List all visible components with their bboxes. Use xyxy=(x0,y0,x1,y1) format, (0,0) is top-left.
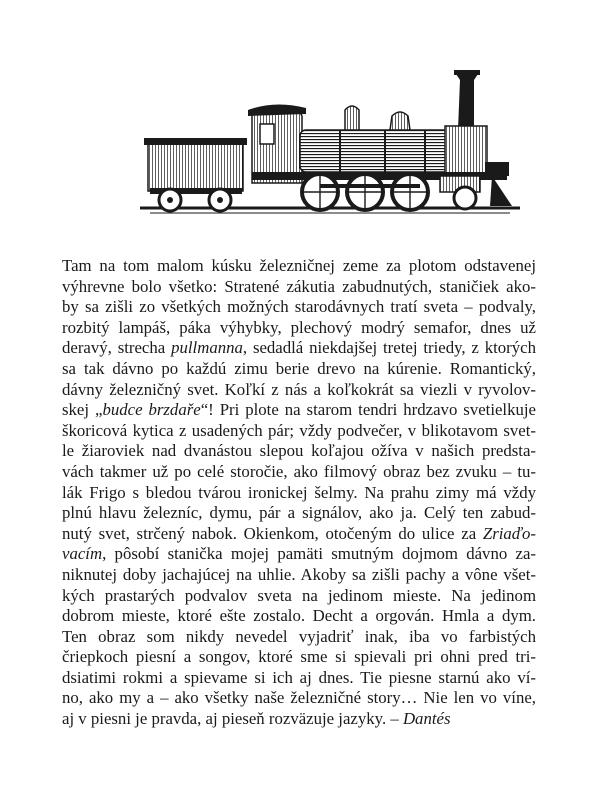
text-run: škoricová kytica z usadených pár; vždy podvečer, v blikotavom svet- xyxy=(62,420,536,440)
text-line xyxy=(62,338,536,359)
text-run: čriepkoch piesní a songov, ktoré sme si spievali pri ohni pred tri- xyxy=(62,647,536,667)
text-line xyxy=(62,688,536,709)
italic-text: pullmanna xyxy=(171,338,243,358)
italic-text: vacím xyxy=(62,544,103,564)
article-text xyxy=(62,256,536,730)
text-run: skej „ xyxy=(62,400,103,420)
text-line xyxy=(62,647,536,668)
text-line xyxy=(62,606,536,627)
italic-text: Dantés xyxy=(402,709,451,729)
text-run: sa tak dávno po každú zimu berie drevo na kúrenie. Romantický, xyxy=(62,358,536,378)
text-line xyxy=(62,441,536,462)
text-run: kých prastarých podvalov sveta na jedinom mieste. Na jedinom xyxy=(62,585,536,605)
text-line xyxy=(62,462,536,483)
locomotive-illustration xyxy=(140,58,520,228)
text-line xyxy=(62,668,536,689)
text-run: , pôsobí stanička mojej pamäti smutným dojmom dávno za- xyxy=(102,544,536,564)
text-line xyxy=(62,483,536,504)
italic-text: budce brzdaře xyxy=(102,400,201,420)
text-run: plnú hlavu železníc, dymu, pár a signálov, ako ja. Celý ten zabud- xyxy=(62,503,536,523)
text-run: aj v piesni je pravda, aj pieseň rozväzuje jazyky. – xyxy=(62,709,403,729)
text-line xyxy=(62,400,536,421)
text-line xyxy=(62,524,536,545)
text-run: nutý svet, strčený nabok. Okienkom, otočeným do ulice za xyxy=(62,523,483,543)
text-line xyxy=(62,709,536,730)
text-line xyxy=(62,277,536,298)
text-line xyxy=(62,318,536,339)
text-run: Tam na tom malom kúsku železničnej zeme za plotom odstavenej xyxy=(62,256,536,275)
text-run: “! Pri plote na starom tendri hrdzavo svetielkuje xyxy=(200,400,536,420)
text-run: niknutej doby jachajúcej na uhlie. Akoby sa zišli pachy a vône všet- xyxy=(62,564,536,584)
text-line xyxy=(62,627,536,648)
text-line xyxy=(62,421,536,442)
text-run: , sedadlá niekdajšej tretej triedy, z ktorých xyxy=(242,338,537,358)
text-run: by sa zišli zo všetkých možných starodávnych tratí sveta – podvaly, xyxy=(62,297,536,317)
text-run: Ten obraz som nikdy nevedel vyjadriť inak, iba vo farbistých xyxy=(62,626,536,646)
text-run: deravý, strecha xyxy=(62,338,172,358)
text-line xyxy=(62,503,536,524)
text-run: dobrom mieste, ktoré ešte zostalo. Decht a orgován. Hmla a dym. xyxy=(62,606,536,626)
text-run: dávny železničný svet. Koľkí z nás a koľkokrát sa viezli v ryvolov- xyxy=(62,379,536,399)
text-line xyxy=(62,544,536,565)
text-run: le žiaroviek nad dvanástou slepou koľajou ožíva v našich predsta- xyxy=(62,441,536,461)
text-line xyxy=(62,565,536,586)
text-line xyxy=(62,380,536,401)
text-run: vách takmer už po celé storočie, ako filmový obraz bez zvuku – tu- xyxy=(62,461,536,481)
text-line xyxy=(62,359,536,380)
text-run: dsiatimi rokmi a spievame si ich aj dnes. Tie piesne starnú ako ví- xyxy=(62,667,536,687)
italic-text: Zriaďo- xyxy=(482,523,536,543)
text-run: výhrevne bolo všetko: Stratené zákutia zabudnutých, staničiek ako- xyxy=(62,276,536,296)
text-run: lák Frigo s bledou tvárou ironickej šelmy. Na prahu zimy má vždy xyxy=(62,482,536,502)
text-run: rozbitý lampáš, páka výhybky, plechový modrý semafor, dnes už xyxy=(62,317,536,337)
text-run: no, ako my a – ako všetky naše železničné story… Nie len vo víne, xyxy=(62,688,536,708)
text-line xyxy=(62,586,536,607)
text-line xyxy=(62,297,536,318)
text-line xyxy=(62,256,536,277)
